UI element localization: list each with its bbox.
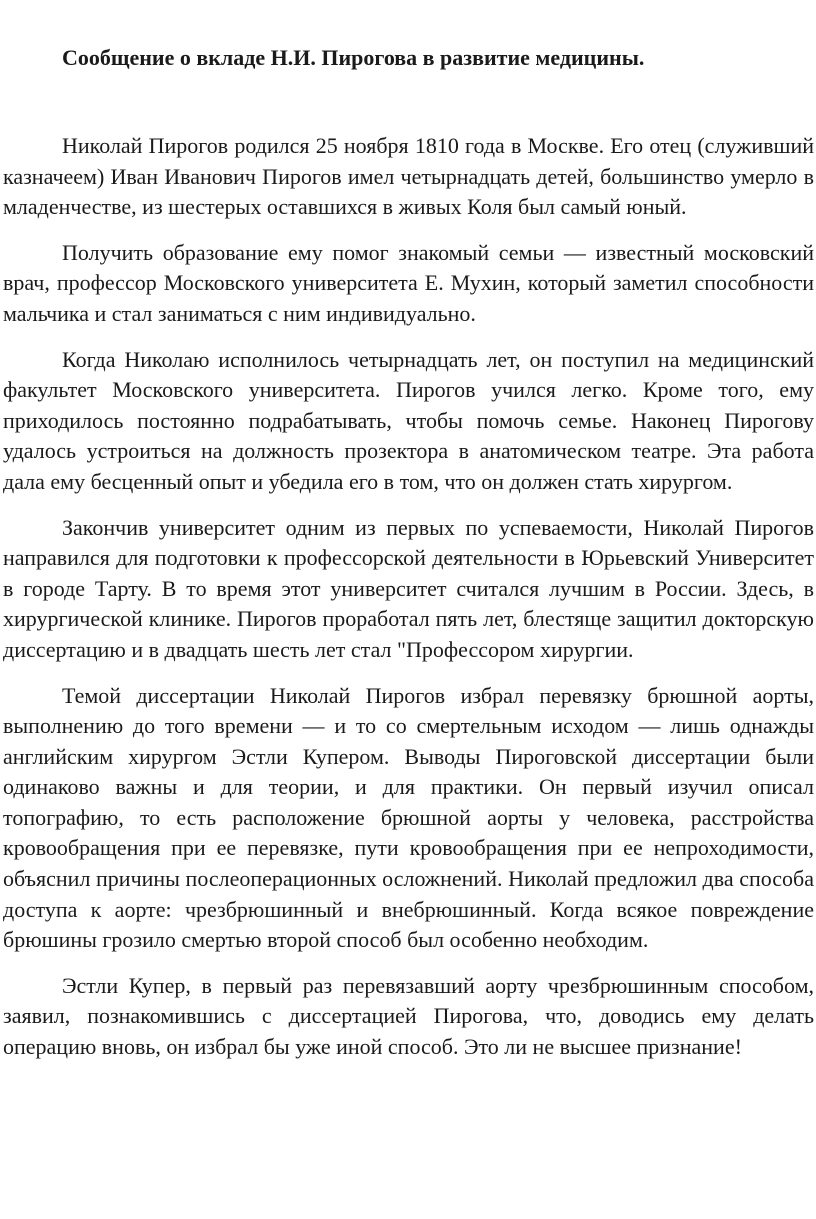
- paragraph-education: Получить образование ему помог знакомый семьи — известный московский врач, профессор Московского университета Е. Мухин, который заметил способности мальчика и стал заниматься с ним индивидуально.: [3, 239, 814, 326]
- paragraph-tartu: Закончив университет одним из первых по успеваемости, Николай Пирогов направился для подготовки к профессорской деятельности в Юрьевский Университет в городе Тарту. В то время этот университет считался лучшим в России. Здесь, в хирургической клинике. Пирогов проработал пять лет, блестяще защитил докторскую диссертацию и в двадцать шесть лет стал "Профессором хирургии.: [3, 514, 814, 662]
- paragraph-dissertation: Темой диссертации Николай Пирогов избрал перевязку брюшной аорты, выполнению до того времени — и то со смертельным исходом — лишь однажды английским хирургом Эстли Купером. Выводы Пироговской диссертации были одинаково важны и для теории, и для практики. Он первый изучил описал топографию, то есть расположение брюшной аорты у человека, расстройства кровообращения при ее перевязке, пути кровообращения при ее непроходимости, объяснил причины послеоперационных осложнений. Николай предложил два способа доступа к аорте: чрезбрюшинный и внебрюшинный. Когда всякое повреждение брюшины грозило смертью второй способ был особенно необходим.: [3, 682, 814, 953]
- document-title: Сообщение о вкладе Н.И. Пирогова в развитие медицины.: [62, 45, 645, 70]
- paragraph-birth: Николай Пирогов родился 25 ноября 1810 года в Москве. Его отец (служивший казначеем) Иван Иванович Пирогов имел четырнадцать детей, большинство умерло в младенчестве, из шестерых оставшихся в живых Коля был самый юный.: [3, 133, 814, 220]
- document-body: [3, 131, 814, 1078]
- paragraph-cooper: Эстли Купер, в первый раз перевязавший аорту чрезбрюшинным способом, заявил, познакомившись с диссертацией Пирогова, что, доводись ему делать операцию вновь, он избрал бы уже иной способ. Это ли не высшее признание!: [3, 972, 814, 1060]
- paragraph-university: Когда Николаю исполнилось четырнадцать лет, он поступил на медицинский факультет Московского университета. Пирогов учился легко. Кроме того, ему приходилось постоянно подрабатывать, чтобы помочь семье. Наконец Пирогову удалось устроиться на должность прозектора в анатомическом театре. Эта работа дала ему бесценный опыт и убедила его в том, что он должен стать хирургом.: [3, 346, 814, 494]
